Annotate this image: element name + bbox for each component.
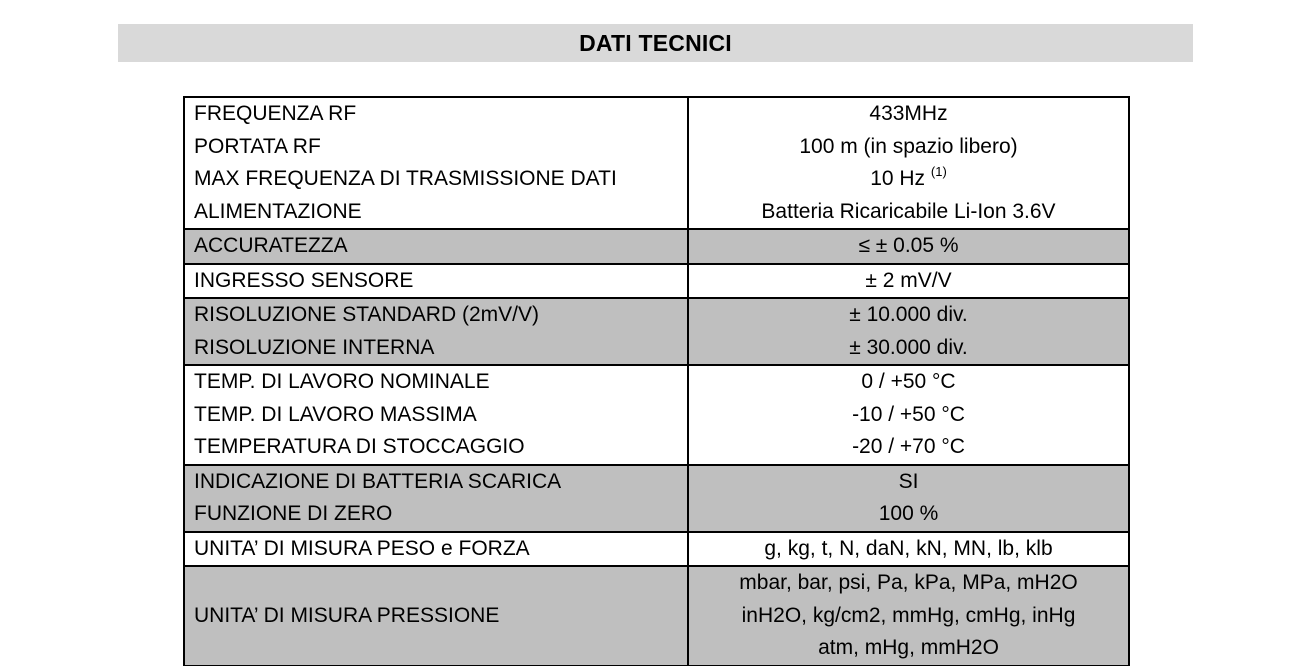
spec-label: FREQUENZA RF bbox=[194, 102, 357, 125]
label-cell bbox=[184, 566, 688, 666]
spec-value: atm, mHg, mmH2O bbox=[818, 636, 999, 659]
label-cell bbox=[184, 298, 688, 365]
value-cell bbox=[688, 97, 1129, 229]
label-cell bbox=[184, 532, 688, 567]
spec-label: INGRESSO SENSORE bbox=[194, 268, 414, 292]
spec-value: mbar, bar, psi, Pa, kPa, MPa, mH2O bbox=[739, 571, 1078, 594]
spec-value: 10 Hz bbox=[870, 167, 926, 190]
spec-label: UNITA’ DI MISURA PESO e FORZA bbox=[194, 536, 530, 560]
spec-label: UNITA’ DI MISURA PRESSIONE bbox=[194, 603, 500, 627]
value-cell bbox=[688, 532, 1129, 567]
spec-value: g, kg, t, N, daN, kN, MN, lb, klb bbox=[764, 536, 1053, 560]
table-row bbox=[184, 532, 1129, 567]
value-cell bbox=[688, 298, 1129, 365]
value-cell bbox=[688, 566, 1129, 666]
spec-label: TEMPERATURA DI STOCCAGGIO bbox=[194, 435, 525, 458]
spec-label: PORTATA RF bbox=[194, 134, 321, 158]
spec-value: 100 m (in spazio libero) bbox=[799, 134, 1018, 158]
spec-label: RISOLUZIONE INTERNA bbox=[194, 335, 435, 359]
spec-value: 433MHz bbox=[869, 102, 948, 125]
value-cell bbox=[688, 465, 1129, 532]
spec-label: INDICAZIONE DI BATTERIA SCARICA bbox=[194, 469, 562, 493]
label-cell bbox=[184, 264, 688, 299]
value-cell bbox=[688, 365, 1129, 465]
spec-value: ± 30.000 div. bbox=[849, 335, 968, 359]
table-row bbox=[184, 465, 1129, 532]
value-cell bbox=[688, 229, 1129, 264]
table-row bbox=[184, 229, 1129, 264]
table-row bbox=[184, 97, 1129, 229]
label-cell bbox=[184, 365, 688, 465]
label-cell bbox=[184, 465, 688, 532]
title-bar bbox=[118, 24, 1193, 62]
spec-value: ± 10.000 div. bbox=[849, 303, 968, 326]
table-row bbox=[184, 264, 1129, 299]
spec-value-line bbox=[689, 163, 1128, 196]
spec-label: RISOLUZIONE STANDARD (2mV/V) bbox=[194, 303, 539, 326]
page-title: DATI TECNICI bbox=[579, 29, 732, 56]
spec-value: inH2O, kg/cm2, mmHg, cmHg, inHg bbox=[741, 603, 1076, 627]
table-row bbox=[184, 365, 1129, 465]
spec-label: MAX FREQUENZA DI TRASMISSIONE DATI bbox=[194, 167, 617, 190]
table-row bbox=[184, 566, 1129, 666]
spec-value: -10 / +50 °C bbox=[852, 402, 965, 426]
table-row bbox=[184, 298, 1129, 365]
spec-label: ACCURATEZZA bbox=[194, 234, 348, 257]
spec-value: Batteria Ricaricabile Li-Ion 3.6V bbox=[761, 199, 1056, 223]
spec-label: TEMP. DI LAVORO NOMINALE bbox=[194, 370, 490, 393]
spec-value: -20 / +70 °C bbox=[852, 435, 965, 458]
spec-label: ALIMENTAZIONE bbox=[194, 199, 362, 223]
spec-value: 100 % bbox=[878, 502, 939, 525]
specs-table bbox=[183, 96, 1130, 666]
label-cell bbox=[184, 97, 688, 229]
spec-value: SI bbox=[898, 469, 919, 493]
spec-value: ± 2 mV/V bbox=[865, 268, 952, 292]
footnote-marker: (1) bbox=[930, 164, 947, 179]
spec-label: TEMP. DI LAVORO MASSIMA bbox=[194, 402, 477, 426]
spec-value: 0 / +50 °C bbox=[861, 370, 956, 393]
spec-value: ≤ ± 0.05 % bbox=[858, 234, 959, 257]
label-cell bbox=[184, 229, 688, 264]
spec-label: FUNZIONE DI ZERO bbox=[194, 502, 393, 525]
value-cell bbox=[688, 264, 1129, 299]
